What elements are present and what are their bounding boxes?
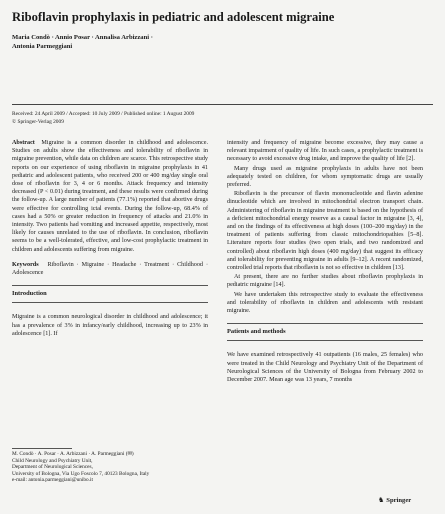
section-rule [12,302,208,303]
footnote-line: Child Neurology and Psychiatry Unit, [12,457,93,464]
keywords [12,261,208,277]
introduction-heading: Introduction [12,290,47,298]
abstract-text: Migraine is a common disorder in childhood and adolescence. Studies on adults show the effectiveness and tolerability of riboflavin in migraine prevention, while data on children are scarce. This retrospective study reports on our experience of using riboflavin in migraine prophylaxis in 41 pediatric and adolescent patients, who received 200 or 400 mg/day single oral dose of riboflavin for 3, 4 or 6 months. Attack frequency and intensity decreased (P < 0.01) during treatment, and these results were confirmed during the follow-up. A large number of patients (77.1%) reported that abortive drugs were effective for controlling ictal events. During the follow-up, 68.4% of cases had a 50% or greater reduction in frequency of attacks and 21.0% in intensity. Two patients had vomiting and increased appetite, respectively, most likely for causes unrelated to the use of riboflavin. In conclusion, riboflavin seems to be a well-tolerated, effective, and low-cost prophylactic treatment in children and adolescents suffering from migraine. [12,140,208,253]
author-line-2: Antonia Parmeggiani [12,43,73,50]
springer-logo-icon: ♞ [378,496,385,504]
affiliation-footnote [12,451,208,484]
abstract-label: Abstract [12,140,35,146]
footnote-rule [12,448,72,449]
author-line-1: Maria Condò · Annio Posar · Annalisa Arbizzani · [12,34,153,41]
footnote-line: University of Bologna, Via Ugo Foscolo 7, 40123 Bologna, Italy [12,470,150,477]
paragraph: Many drugs used as migraine prophylaxis in adults have not been adequately tested on children, for whom symptomatic drugs are usually preferred. [227,165,423,189]
abstract [12,139,208,254]
paragraph: Riboflavin is the precursor of flavin mononucleotide and flavin adenine dinucleotide which are involved in mitochondrial electron transport chain. Administering of riboflavin in migraine treatment is based on the hypothesis of a deficient mitochondrial energy reserve as a causal factor in migraine [3, 4], and on the findings of its effectiveness at high doses (100–200 mg/day) in the treatment of patients suffering from classic mitochondriopathies [5–8]. Literature reports four studies (two open trials, and two randomized and controlled) about riboflavin high doses (400 mg/day) that suggest its efficacy and tolerability for preventing migraine in adults [9–12]. A recent randomized, controlled trial reports that riboflavin is not so effective in children [13]. [227,191,423,272]
left-column [12,139,208,339]
publisher-name: Springer [386,496,412,504]
footnote-line: Department of Neurological Sciences, [12,464,93,471]
introduction-text: Migraine is a common neurological disorder in childhood and adolescence; it has a prevalence of 3% in infancy/early childhood, increasing up to 23% in adolescence [1]. If [12,314,208,337]
keywords-label: Keywords [12,261,39,268]
paragraph: intensity and frequency of migraine become excessive, they may cause a relevant impairment of quality of life. In such cases, a prophylactic treatment is necessary to avoid excessive drug intake, and improve the quality of life [2]. [227,140,423,163]
publisher-mark [378,496,411,504]
keywords-text: Riboflavin · Migraine · Headache · Treatment · Childhood · Adolescence [12,261,208,277]
section-rule [227,340,423,341]
footnote-email: e-mail: antonia.parmeggiani@unibo.it [12,477,93,484]
right-column [227,139,423,385]
paragraph: We have undertaken this retrospective study to evaluate the effectiveness and tolerability of riboflavin in children and adolescents with resistant migraine. [227,291,423,315]
footnote-line: M. Condò · A. Posar · A. Arbizzani · A. Parmeggiani (✉) [12,451,134,457]
copyright-line: © Springer-Verlag 2009 [12,118,64,125]
methods-heading: Patients and methods [227,328,286,336]
paragraph: At present, there are no further studies about riboflavin prophylaxis in pediatric migraine [14]. [227,274,423,289]
article-title: Riboflavin prophylaxis in pediatric and adolescent migraine [12,10,335,24]
header-rule [12,104,433,105]
author-list [12,33,312,51]
section-rule [12,285,208,286]
methods-text: We have examined retrospectively 41 outpatients (16 males, 25 females) who were treated in the Child Neurology and Psychiatry Unit of the Department of Neurological Sciences of the University of Bologna from February 2002 to December 2007. Mean age was 13 years, 7 months [227,352,423,384]
section-rule [227,323,423,324]
publication-dates: Received: 24 April 2009 / Accepted: 10 July 2009 / Published online: 1 August 2009 [12,111,195,117]
publication-meta [12,111,432,126]
